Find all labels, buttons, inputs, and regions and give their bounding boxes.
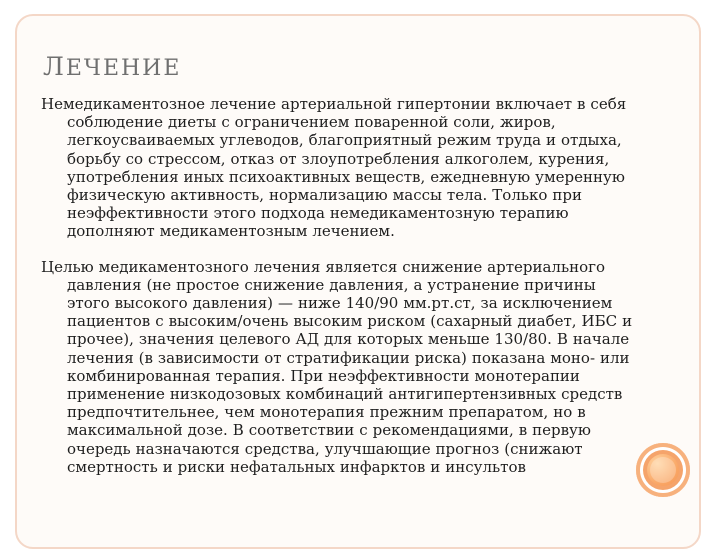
decorative-circle bbox=[636, 443, 690, 497]
slide-title: ЛЕЧЕНИЕ bbox=[43, 52, 182, 81]
slide-title-container bbox=[43, 54, 663, 84]
paragraph-non-drug-treatment: Немедикаментозное лечение артериальной гипертонии включает в себя соблюдение диеты с ограничением поваренной соли, жиров, легкоусваиваемых углеводов, благоприятный режим труда и отдыха, борьбу со стрессом, отказ от злоупотребления алкоголем, курения, употребления иных психоактивных веществ, ежедневную умеренную физическую активность, нормализацию массы тела. Только при неэффективности этого подхода немедикаментозную терапию дополняют медикаментозным лечением. bbox=[41, 95, 627, 241]
slide-content bbox=[41, 95, 633, 476]
paragraph-drug-treatment: Целью медикаментозного лечения является снижение артериального давления (не простое снижение давления, а устранение причины этого высокого давления) — ниже 140/90 мм.рт.ст, за исключением пациентов с высоким/очень высоким риском (сахарный диабет, ИБС и прочее), значения целевого АД для которых меньше 130/80. В начале лечения (в зависимости от стратификации риска) показана моно- или комбинированная терапия. При неэффективности монотерапии применение низкодозовых комбинаций антигипертензивных средств предпочтительнее, чем монотерапия прежним препаратом, но в максимальной дозе. В соответствии с рекомендациями, в первую очередь назначаются средства, улучшающие прогноз (снижают смертность и риски нефатальных инфарктов и инсультов bbox=[41, 257, 633, 476]
